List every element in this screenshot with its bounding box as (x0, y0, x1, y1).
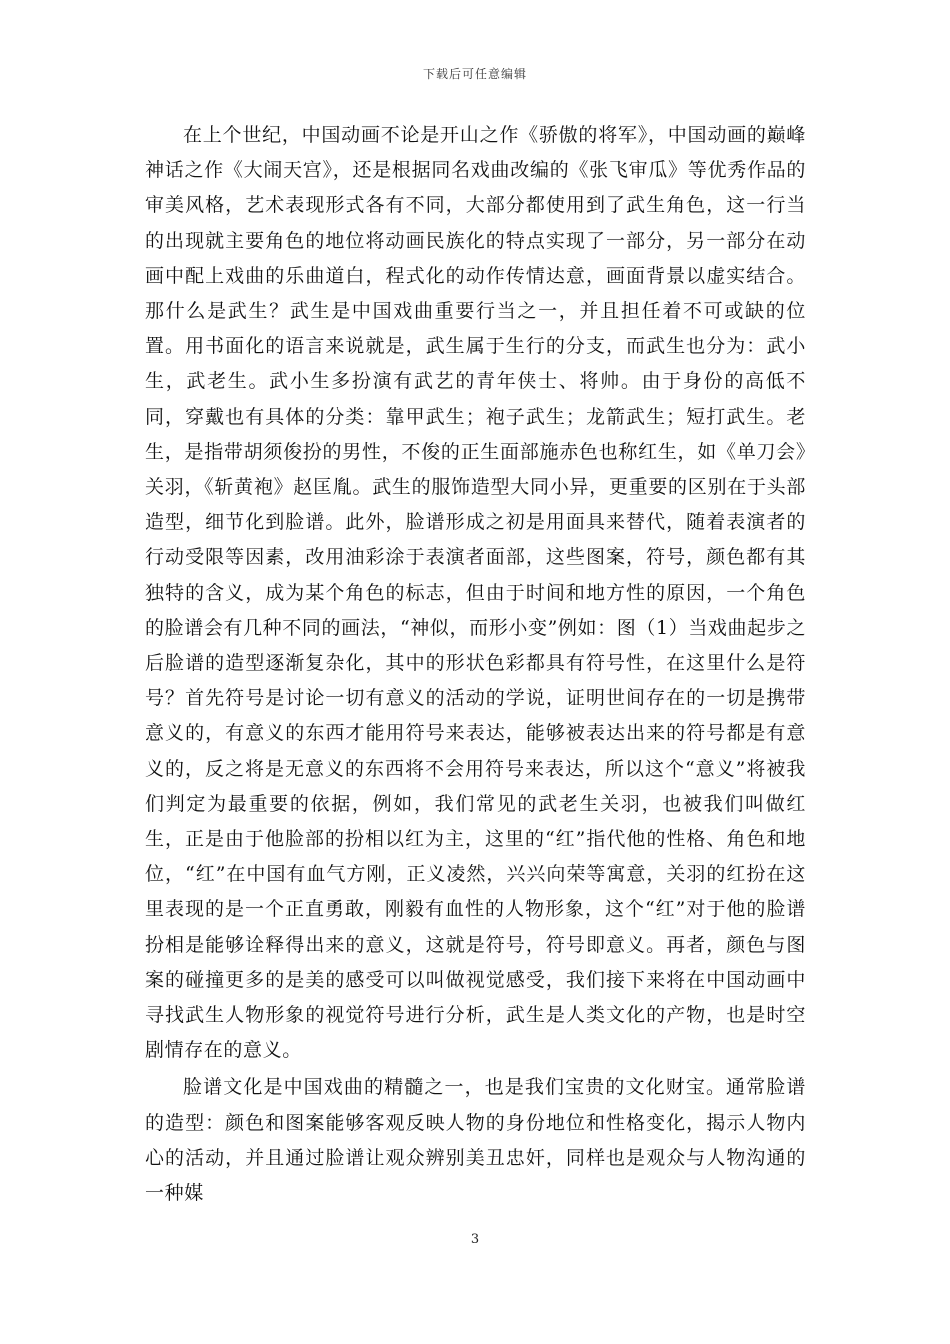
page-number: 3 (470, 1232, 480, 1247)
paragraph-lianpu-culture: 脸谱文化是中国戏曲的精髓之一，也是我们宝贵的文化财宝。通常脸谱的造型：颜色和图案能够客观反映人物的身份地位和性格变化，揭示人物内心的活动，并且通过脸谱让观众辨别美丑忠奸，同样也是观众与人物沟通的一种媒 (145, 1076, 806, 1205)
paragraph-wusheng-intro: 在上个世纪，中国动画不论是开山之作《骄傲的将军》，中国动画的巅峰神话之作《大闹天宫》，还是根据同名戏曲改编的《张飞审瓜》等优秀作品的审美风格，艺术表现形式各有不同，大部分都使用到了武生角色，这一行当的出现就主要角色的地位将动画民族化的特点实现了一部分，另一部分在动画中配上戏曲的乐曲道白，程式化的动作传情达意，画面背景以虚实结合。那什么是武生？武生是中国戏曲重要行当之一，并且担任着不可或缺的位置。用书面化的语言来说就是，武生属于生行的分支，而武生也分为：武小生，武老生。武小生多扮演有武艺的青年侠士、将帅。由于身份的高低不同，穿戴也有具体的分类：靠甲武生；袍子武生；龙箭武生；短打武生。老生，是指带胡须俊扮的男性，不俊的正生面部施赤色也称红生，如《单刀会》关羽，《斩黄袍》赵匡胤。武生的服饰造型大同小异，更重要的区别在于头部造型，细节化到脸谱。此外，脸谱形成之初是用面具来替代，随着表演者的行动受限等因素，改用油彩涂于表演者面部，这些图案，符号，颜色都有其独特的含义，成为某个角色的标志，但由于时间和地方性的原因，一个角色的脸谱会有几种不同的画法，“神似，而形小变”例如：图（1）当戏曲起步之后脸谱的造型逐渐复杂化，其中的形状色彩都具有符号性，在这里什么是符号？首先符号是讨论一切有意义的活动的学说，证明世间存在的一切是携带意义的，有意义的东西才能用符号来表达，能够被表达出来的符号都是有意义的，反之将是无意义的东西将不会用符号来表达，所以这个“意义”将被我们判定为最重要的依据，例如，我们常见的武老生关羽，也被我们叫做红生，正是由于他脸部的扮相以红为主，这里的“红”指代他的性格、角色和地位，“红”在中国有血气方刚，正义凌然，兴兴向荣等寓意，关羽的红扮在这里表现的是一个正直勇敢，刚毅有血性的人物形象，这个“红”对于他的脸谱扮相是能够诠释得出来的意义，这就是符号，符号即意义。再者，颜色与图案的碰撞更多的是美的感受可以叫做视觉感受，我们接下来将在中国动画中寻找武生人物形象的视觉符号进行分析，武生是人类文化的产物，也是时空剧情存在的意义。 (145, 124, 806, 1062)
document-body (145, 118, 806, 1211)
page-header: 下载后可任意编辑 (422, 67, 527, 81)
